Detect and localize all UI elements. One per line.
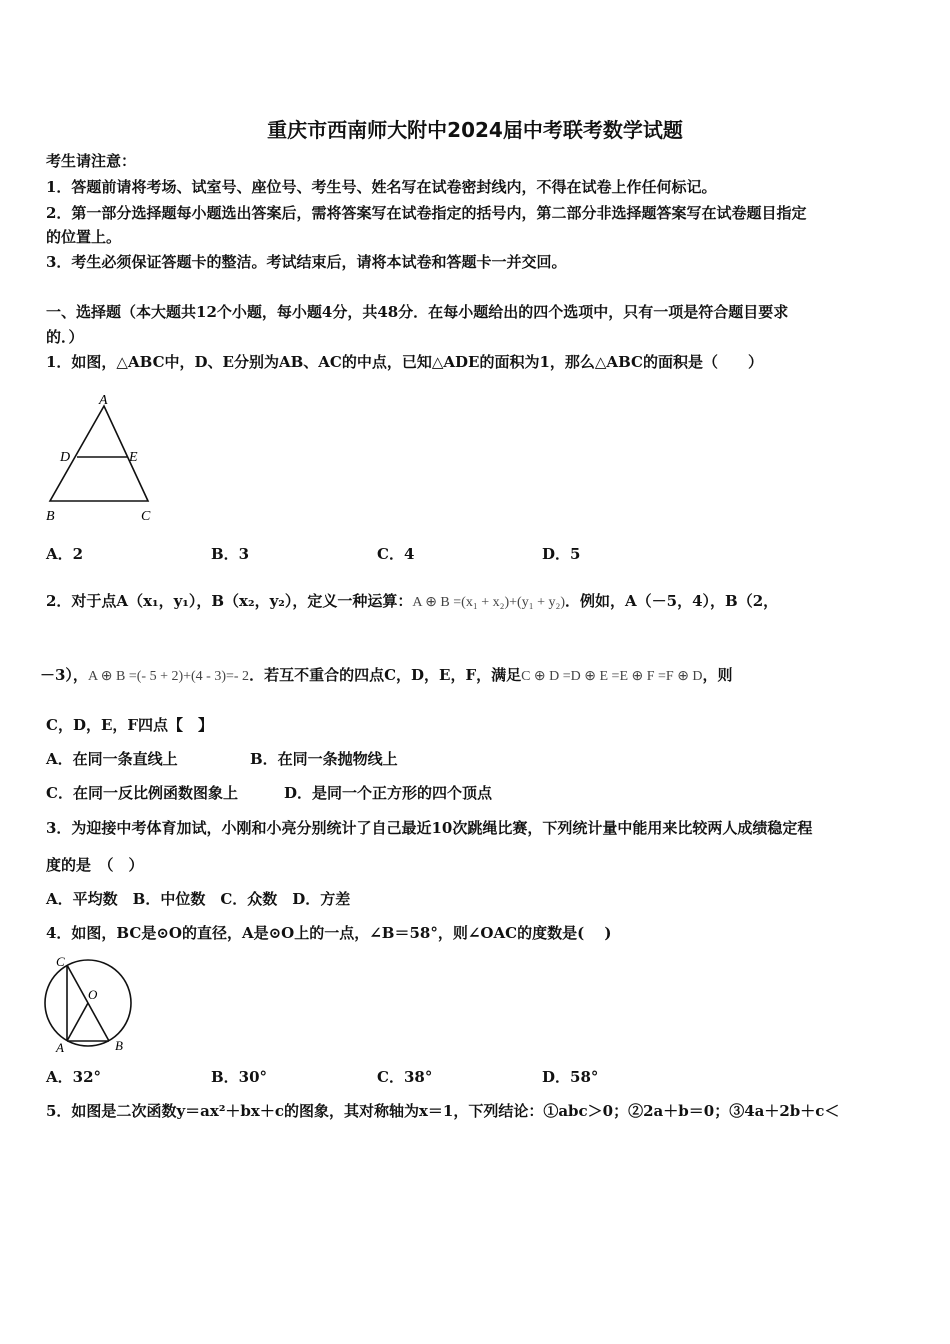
section-1-heading-cont: 的．） <box>46 328 84 346</box>
question-2-line-1 <box>46 591 778 613</box>
section-1-heading: 一、选择题（本大题共12个小题，每小题4分，共48分．在每小题给出的四个选项中，只有一项是符合题目要求 <box>46 303 789 321</box>
q1-option-a: A．2 <box>46 545 84 563</box>
question-1-stem: 1．如图，△ABC中，D、E分别为AB、AC的中点，已知△ADE的面积为1，那么△ABC的面积是（ ） <box>46 353 763 371</box>
q2-text-2: ．例如，A（－5，4），B（2， <box>565 592 779 610</box>
q2-text-3: －3）， <box>40 666 88 684</box>
q2-text-4: ．若互不重合的四点C，D，E，F，满足 <box>249 666 522 684</box>
label-e: E <box>129 450 138 465</box>
label-b: B <box>115 1038 123 1053</box>
notice-item-3: 3．考生必须保证答题卡的整洁。考试结束后，请将本试卷和答题卡一并交回。 <box>46 253 567 271</box>
question-3-line-1: 3．为迎接中考体育加试，小刚和小亮分别统计了自己最近10次跳绳比赛，下列统计量中能用来比较两人成绩稳定程 <box>46 819 813 837</box>
label-b: B <box>46 509 55 524</box>
q1-option-d: D．5 <box>542 545 581 563</box>
q1-option-c: C．4 <box>377 545 415 563</box>
question-2-line-2 <box>40 665 733 687</box>
q2-text-1: 2．对于点A（x₁，y₁），B（x₂，y₂），定义一种运算： <box>46 592 413 610</box>
label-d: D <box>60 450 71 465</box>
label-o: O <box>88 987 98 1002</box>
question-2-line-3: C，D，E，F四点【 】 <box>46 716 214 734</box>
q2-formula-2: A ⊕ B =(- 5 + 2)+(4 - 3)=- 2 <box>87 669 250 684</box>
question-4-stem: 4．如图，BC是⊙O的直径，A是⊙O上的一点，∠B＝58°，则∠OAC的度数是( ) <box>46 924 612 942</box>
page-title: 重庆市西南师大附中2024届中考联考数学试题 <box>267 118 683 142</box>
q2-option-d: D．是同一个正方形的四个顶点 <box>284 784 493 802</box>
q4-option-d: D．58° <box>542 1068 599 1086</box>
label-c: C <box>141 509 151 524</box>
notice-item-2-line-2: 的位置上。 <box>46 228 122 246</box>
q1-option-b: B．3 <box>211 545 250 563</box>
q2-option-a: A．在同一条直线上 <box>46 750 178 768</box>
circle-o-figure <box>38 953 148 1058</box>
label-a: A <box>99 393 108 408</box>
notice-item-1: 1．答题前请将考场、试室号、座位号、考生号、姓名写在试卷密封线内，不得在试卷上作任何标记。 <box>46 178 717 196</box>
q2-option-c: C．在同一反比例函数图象上 <box>46 784 238 802</box>
label-c: C <box>56 954 65 969</box>
q4-option-b: B．30° <box>211 1068 268 1086</box>
q2-option-b: B．在同一条抛物线上 <box>250 750 398 768</box>
triangle-abc-figure <box>40 388 160 528</box>
q2-formula-3: C ⊕ D =D ⊕ E =E ⊕ F =F ⊕ D <box>521 669 703 684</box>
q2-formula-1: A ⊕ B =(x₁ + x₂)+(y₁ + y₂) <box>412 595 566 610</box>
q2-text-5: ，则 <box>702 666 733 684</box>
q4-option-a: A．32° <box>46 1068 102 1086</box>
notice-item-2-line-1: 2．第一部分选择题每小题选出答案后，需将答案写在试卷指定的括号内，第二部分非选择题答案写在试卷题目指定 <box>46 204 807 222</box>
question-3-line-2: 度的是 （ ） <box>46 856 144 874</box>
label-a: A <box>56 1040 64 1055</box>
notice-heading: 考生请注意： <box>46 152 137 170</box>
question-5-stem: 5．如图是二次函数y＝ax²＋bx＋c的图象，其对称轴为x＝1，下列结论：①abc＞0；②2a＋b＝0；③4a＋2b＋c＜ <box>46 1102 840 1120</box>
q4-option-c: C．38° <box>377 1068 433 1086</box>
q3-options: A．平均数 B．中位数 C．众数 D．方差 <box>46 890 351 908</box>
